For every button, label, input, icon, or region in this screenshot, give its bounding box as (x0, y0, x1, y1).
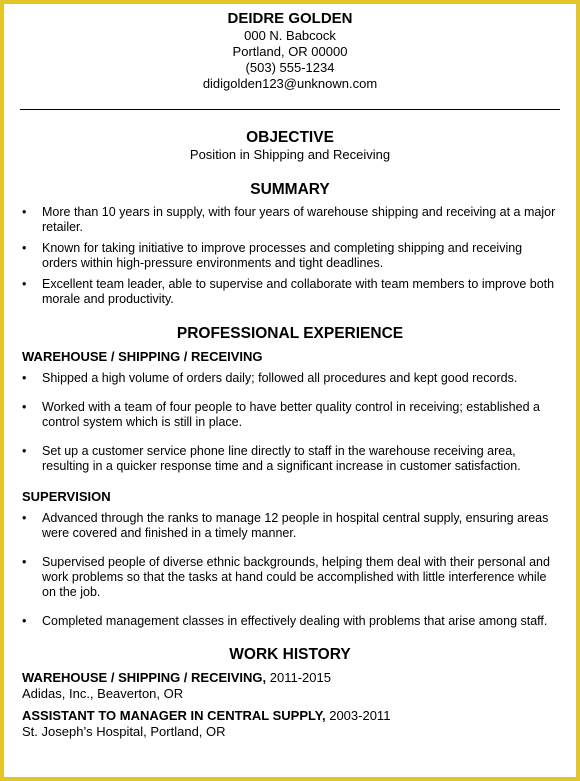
work-history-heading: WORK HISTORY (229, 646, 351, 663)
list-item: • Known for taking initiative to improve processes and completing shipping and receiving orders within high-pressure environments and tight deadlines. (4, 241, 576, 271)
candidate-name: DEIDRE GOLDEN (227, 10, 353, 27)
objective-text: Position in Shipping and Receiving (189, 147, 391, 162)
job-role: WAREHOUSE / SHIPPING / RECEIVING, (22, 670, 267, 685)
phone-line: (503) 555-1234 (245, 60, 335, 75)
experience-heading: PROFESSIONAL EXPERIENCE (176, 325, 404, 342)
job-role: ASSISTANT TO MANAGER IN CENTRAL SUPPLY, (22, 708, 326, 723)
supervision-subheading: SUPERVISION (22, 489, 111, 504)
city-line: Portland, OR 00000 (232, 44, 348, 59)
objective-heading: OBJECTIVE (246, 129, 334, 146)
list-item: • Advanced through the ranks to manage 12 people in hospital central supply, ensuring areas were covered and finished in a timely manner. (4, 511, 576, 541)
resume-page (4, 4, 576, 777)
warehouse-list (4, 371, 576, 474)
job-title-line (4, 670, 576, 686)
summary-heading: SUMMARY (250, 181, 330, 198)
list-item: • More than 10 years in supply, with four years of warehouse shipping and receiving at a major retailer. (4, 205, 576, 235)
list-item: • Supervised people of diverse ethnic backgrounds, helping them deal with their personal and work problems so that the tasks at hand could be accomplished with little interference while on the job. (4, 555, 576, 600)
list-item: • Shipped a high volume of orders daily; followed all procedures and kept good records. (4, 371, 576, 386)
job-years: 2011-2015 (266, 670, 331, 685)
resume-header (4, 9, 576, 92)
list-item: • Excellent team leader, able to supervise and collaborate with team members to improve both morale and productivity. (4, 277, 576, 307)
warehouse-subheading: WAREHOUSE / SHIPPING / RECEIVING (22, 349, 263, 364)
job-title-line (4, 708, 576, 724)
email-line: didigolden123@unknown.com (202, 76, 378, 91)
list-item: • Set up a customer service phone line directly to staff in the warehouse receiving area, resulting in a quicker response time and a significant increase in customer satisfaction. (4, 444, 576, 474)
list-item: • Completed management classes in effectively dealing with problems that arise among staff. (4, 614, 576, 629)
address-line: 000 N. Babcock (244, 28, 336, 43)
job-years: 2003-2011 (325, 708, 391, 723)
job-employer: St. Joseph’s Hospital, Portland, OR (22, 724, 226, 739)
job-employer: Adidas, Inc., Beaverton, OR (22, 686, 184, 701)
header-divider (20, 109, 560, 110)
summary-list (4, 205, 576, 307)
supervision-list (4, 511, 576, 629)
list-item: • Worked with a team of four people to have better quality control in receiving; established a control system which is still in place. (4, 400, 576, 430)
